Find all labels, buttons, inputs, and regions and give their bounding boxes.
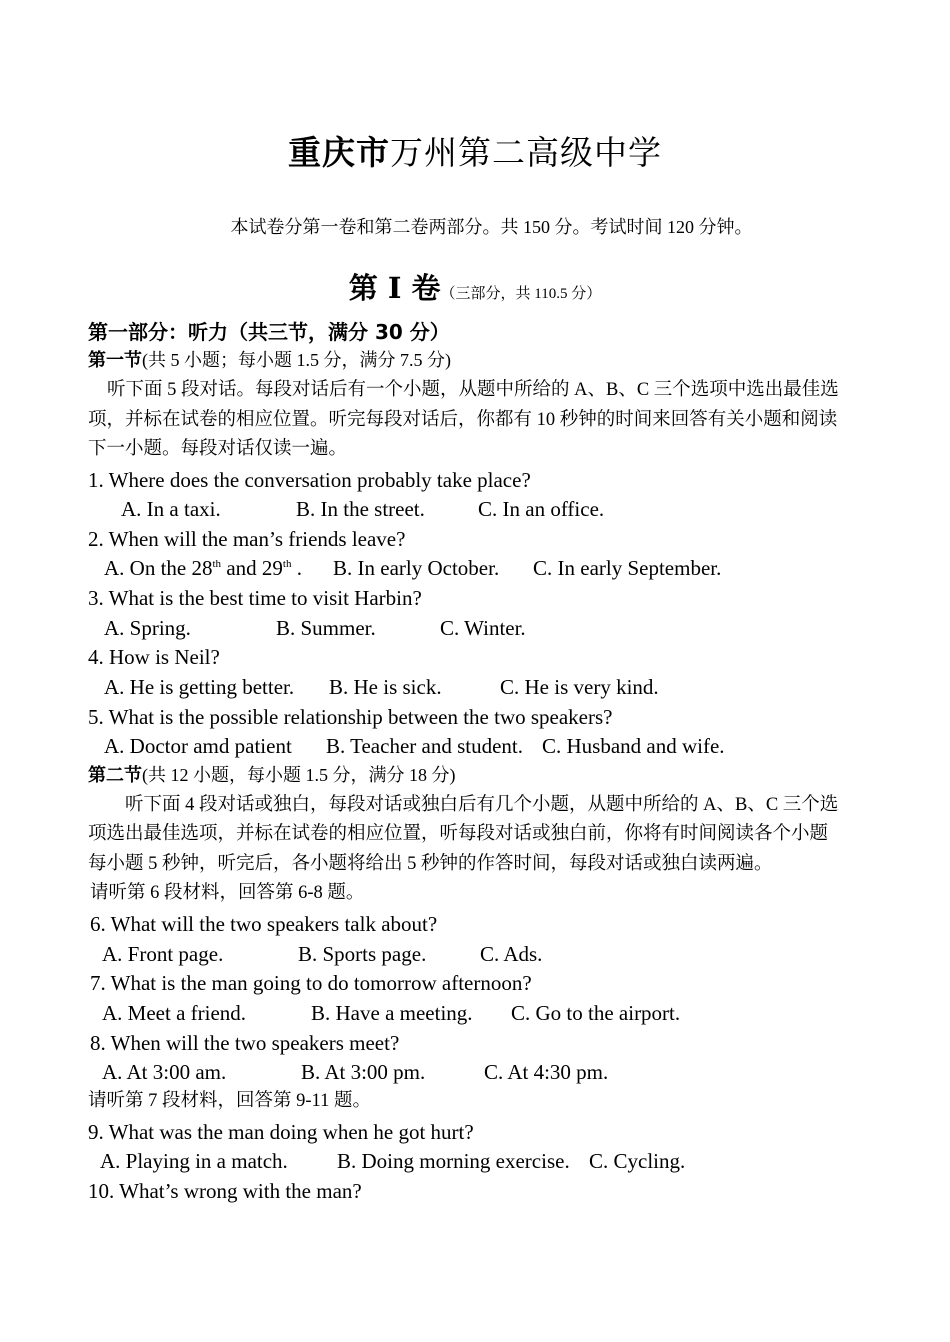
question-5-option-c: C. Husband and wife.: [542, 734, 725, 758]
question-4-stem: 4. How is Neil?: [88, 645, 220, 669]
section1-instruction-line3: 下一小题。每段对话仅读一遍。: [88, 439, 348, 459]
question-8-option-c: C. At 4:30 pm.: [484, 1060, 609, 1084]
question-2-stem: 2. When will the man’s friends leave?: [88, 527, 406, 551]
question-8-option-b: B. At 3:00 pm.: [301, 1060, 426, 1084]
question-3-option-b: B. Summer.: [276, 616, 376, 640]
question-6-stem: 6. What will the two speakers talk about?: [90, 912, 438, 936]
question-5-stem: 5. What is the possible relationship between the two speakers?: [88, 705, 613, 729]
question-4-options: [104, 677, 659, 698]
question-4-option-a: A. He is getting better.: [104, 675, 295, 699]
question-9-option-a: A. Playing in a match.: [100, 1149, 288, 1173]
exam-intro: 本试卷分第一卷和第二卷两部分。共 150 分。考试时间 120 分钟。: [230, 217, 753, 237]
material-7-note: 请听第 7 段材料，回答第 9-11 题。: [88, 1091, 371, 1111]
question-8-stem: 8. When will the two speakers meet?: [90, 1031, 400, 1055]
question-1-option-b: B. In the street.: [296, 497, 425, 521]
question-5-option-b: B. Teacher and student.: [326, 734, 523, 758]
question-9-option-c: C. Cycling.: [589, 1149, 686, 1173]
question-1-options: [121, 499, 604, 520]
question-4-option-b: B. He is sick.: [329, 675, 442, 699]
question-1-option-c: C. In an office.: [478, 497, 605, 521]
question-8-options: [102, 1062, 608, 1083]
part1-title: 第一部分：听力（共三节，满分 30 分）: [88, 320, 450, 344]
section2-instruction-line1: 听下面 4 段对话或独白，每段对话或独白后有几个小题，从题中所给的 A、B、C 三个选: [125, 795, 839, 815]
question-2-options: [104, 558, 721, 579]
question-1-stem: 1. Where does the conversation probably take place?: [88, 468, 531, 492]
question-2-option-c: C. In early September.: [533, 556, 722, 580]
question-6-option-c: C. Ads.: [480, 942, 543, 966]
question-2-option-b: B. In early October.: [333, 556, 500, 580]
question-5-option-a: A. Doctor amd patient: [104, 734, 292, 758]
section2-heading: 第二节(共 12 小题，每小题 1.5 分，满分 18 分): [88, 765, 456, 786]
section2-instruction-line3: 每小题 5 秒钟，听完后，各小题将给出 5 秒钟的作答时间，每段对话或独白读两遍。: [88, 854, 773, 874]
question-7-option-b: B. Have a meeting.: [311, 1001, 473, 1025]
section1-heading: 第一节(共 5 小题；每小题 1.5 分，满分 7.5 分): [88, 350, 451, 371]
question-9-option-b: B. Doing morning exercise.: [337, 1149, 570, 1173]
question-3-option-c: C. Winter.: [440, 616, 526, 640]
section2-instruction-line2: 项选出最佳选项，并标在试卷的相应位置，听每段对话或独白前，你将有时间阅读各个小题: [88, 824, 829, 844]
section1-instruction-line1: 听下面 5 段对话。每段对话后有一个小题，从题中所给的 A、B、C 三个选项中选出最佳选: [107, 380, 839, 400]
question-9-options: [100, 1151, 685, 1172]
question-7-option-a: A. Meet a friend.: [102, 1001, 247, 1025]
question-10-stem: 10. What’s wrong with the man?: [88, 1179, 362, 1203]
question-5-options: [104, 736, 725, 757]
question-1-option-a: A. In a taxi.: [121, 497, 221, 521]
question-3-options: [104, 618, 526, 639]
question-3-stem: 3. What is the best time to visit Harbin?: [88, 586, 422, 610]
question-6-option-b: B. Sports page.: [298, 942, 427, 966]
question-4-option-c: C. He is very kind.: [500, 675, 659, 699]
question-9-stem: 9. What was the man doing when he got hurt?: [88, 1120, 474, 1144]
material-6-note: 请听第 6 段材料，回答第 6-8 题。: [90, 883, 365, 903]
question-8-option-a: A. At 3:00 am.: [102, 1060, 227, 1084]
question-3-option-a: A. Spring.: [104, 616, 191, 640]
question-7-stem: 7. What is the man going to do tomorrow afternoon?: [90, 971, 532, 995]
question-6-options: [102, 944, 542, 965]
question-7-options: [102, 1003, 680, 1024]
school-title: 重庆市万州第二高级中学: [288, 133, 662, 172]
section1-instruction-line2: 项，并标在试卷的相应位置。听完每段对话后，你都有 10 秒钟的时间来回答有关小题和阅读: [88, 410, 838, 430]
question-2-option-a: A. On the 28th and 29th .: [104, 556, 302, 580]
question-7-option-c: C. Go to the airport.: [511, 1001, 681, 1025]
volume-heading: 第 I 卷（三部分，共 110.5 分）: [348, 271, 602, 305]
question-6-option-a: A. Front page.: [102, 942, 224, 966]
